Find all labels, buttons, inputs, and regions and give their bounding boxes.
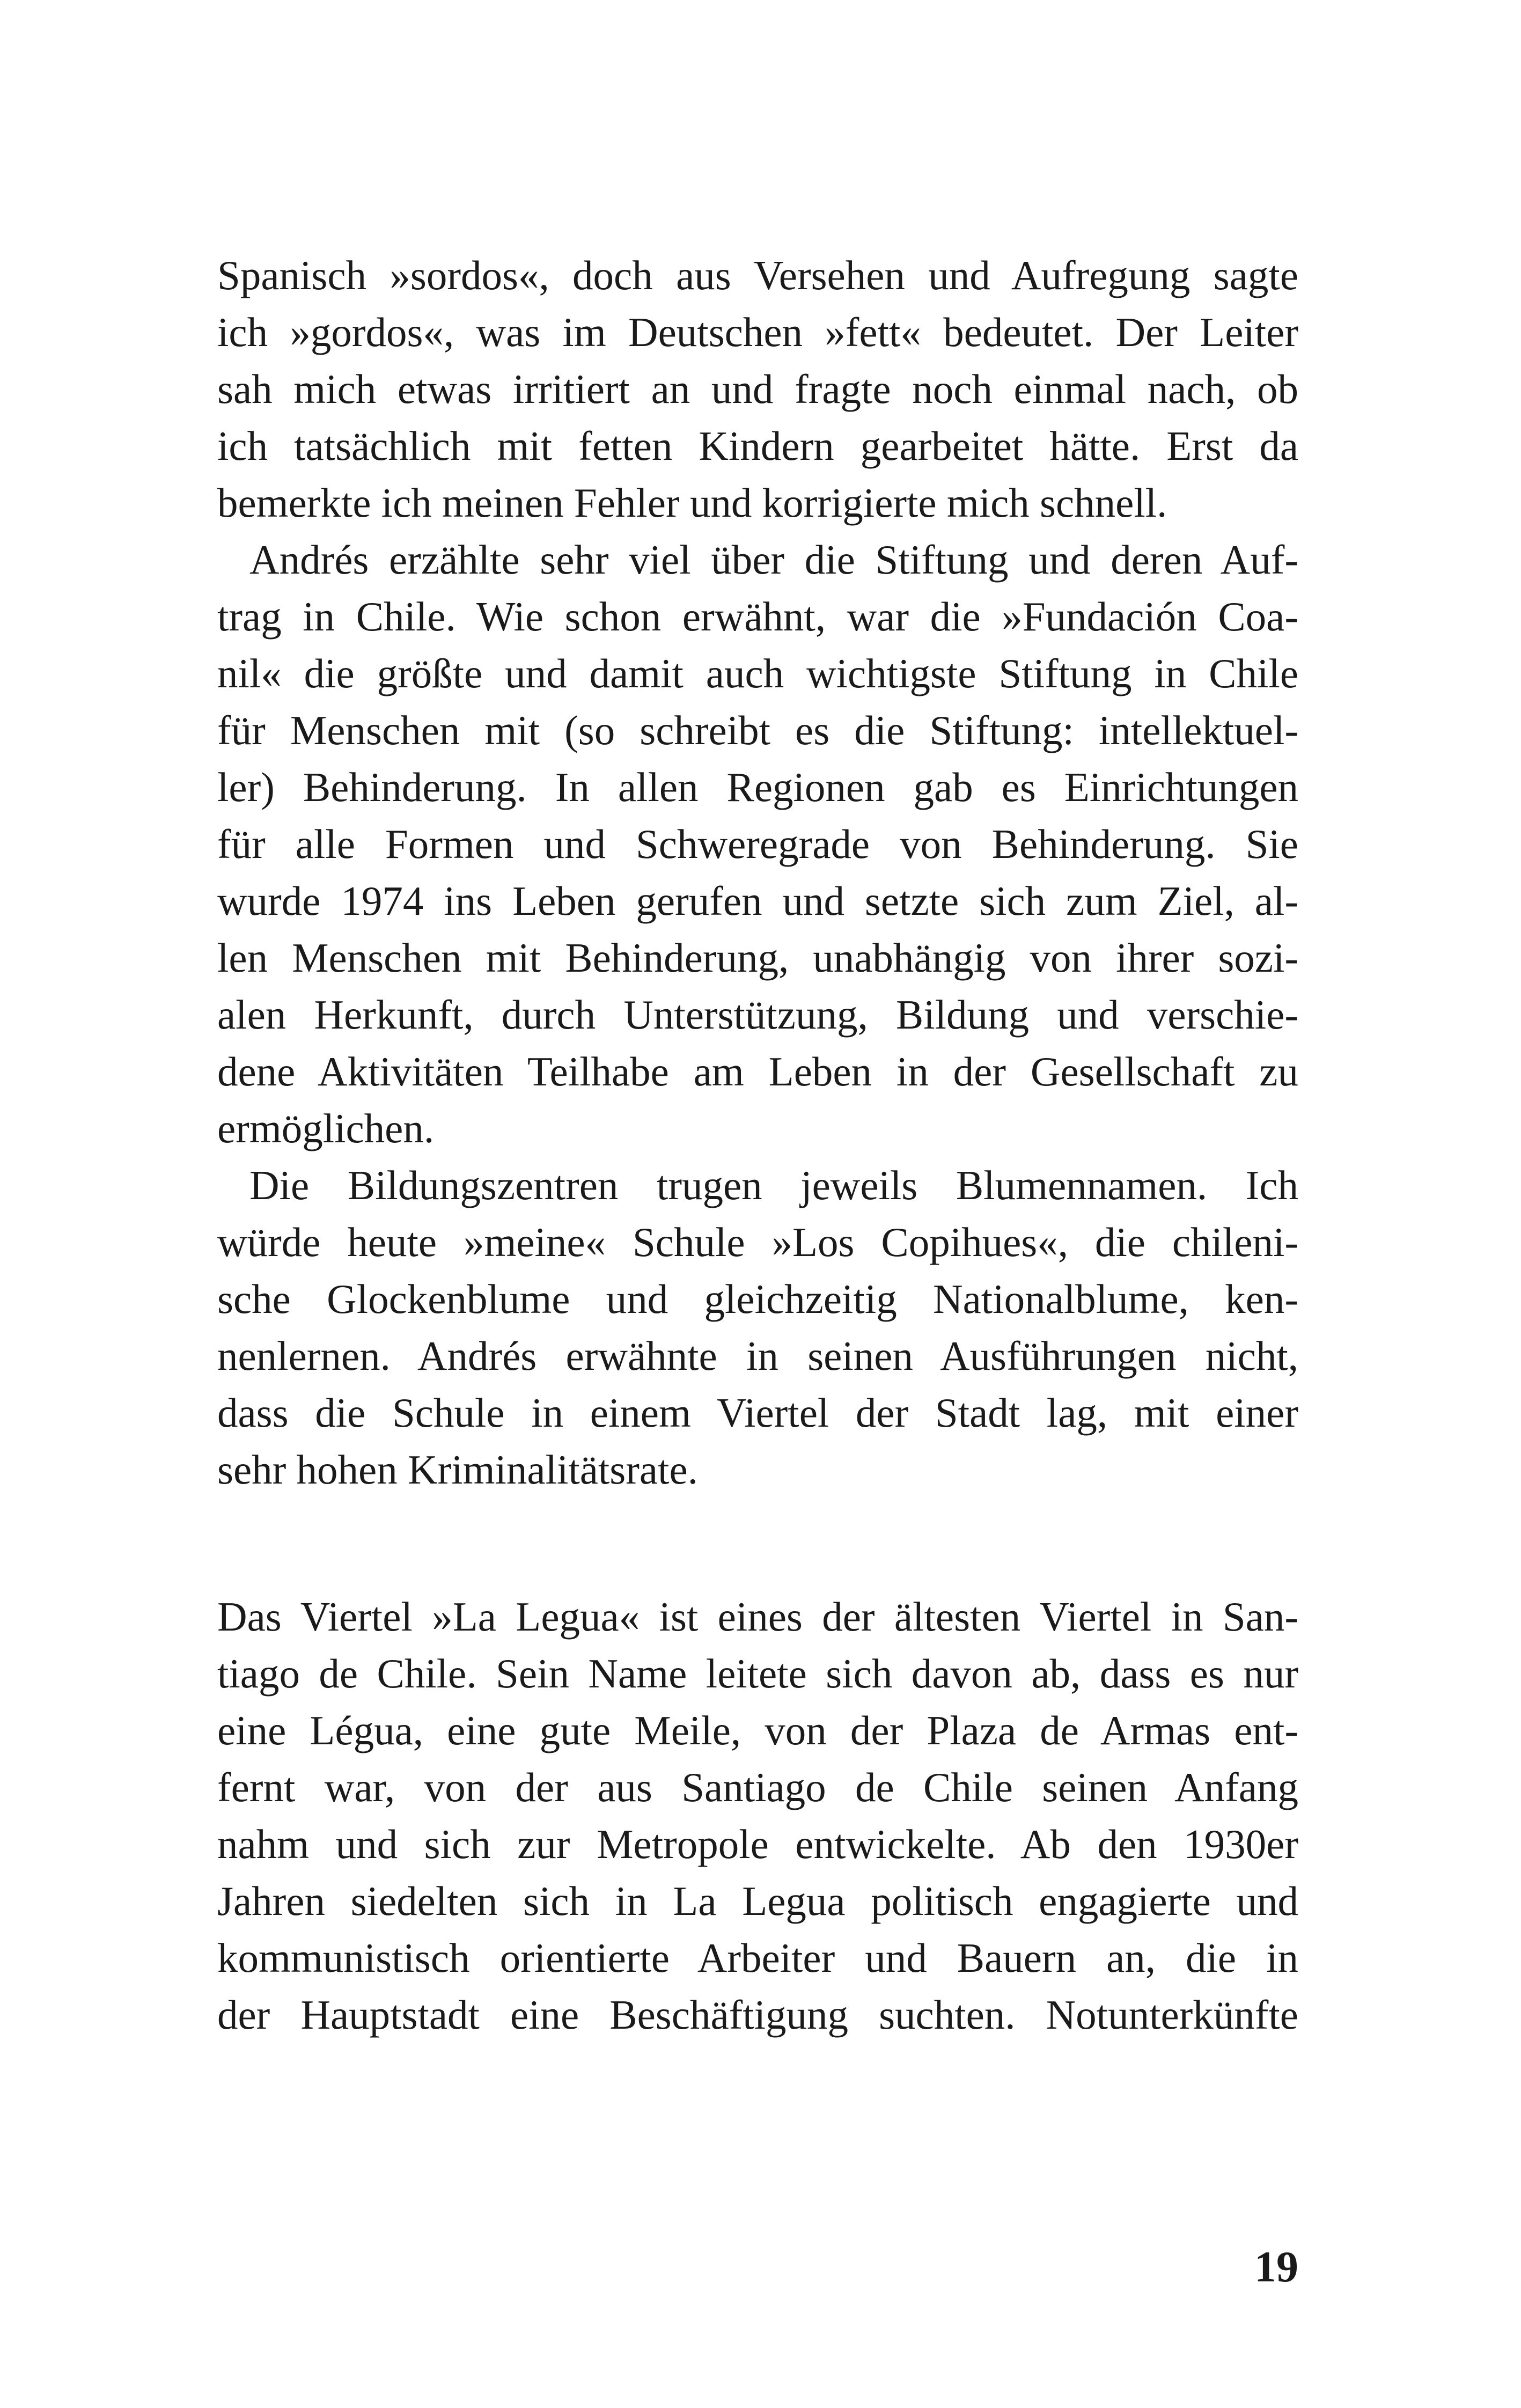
text-line: Spanisch »sordos«, doch aus Versehen und Aufregung sagte (217, 252, 1298, 298)
text-line: wurde 1974 ins Leben gerufen und setzte sich zum Ziel, al- (217, 878, 1298, 924)
text-line: Jahren siedelten sich in La Legua politisch engagierte und (217, 1878, 1298, 1924)
text-line: tiago de Chile. Sein Name leitete sich davon ab, dass es nur (217, 1650, 1298, 1697)
text-line: dene Aktivitäten Teilhabe am Leben in der Gesellschaft zu (217, 1048, 1298, 1095)
paragraph-first-line: Andrés erzählte sehr viel über die Stiftung und deren Auf- (249, 537, 1298, 583)
text-line: für alle Formen und Schweregrade von Behinderung. Sie (217, 821, 1298, 867)
text-line: sche Glockenblume und gleichzeitig Nationalblume, ken- (217, 1276, 1298, 1322)
text-line: der Hauptstadt eine Beschäftigung suchten. Notunterkünfte (217, 1992, 1298, 2038)
text-line: nahm und sich zur Metropole entwickelte. Ab den 1930er (217, 1821, 1298, 1867)
body-text-block-2 (217, 1588, 1298, 2043)
text-line: ich tatsächlich mit fetten Kindern gearbeitet hätte. Erst da (217, 423, 1298, 469)
text-line: eine Légua, eine gute Meile, von der Plaza de Armas ent- (217, 1707, 1298, 1753)
text-line: alen Herkunft, durch Unterstützung, Bildung und verschie- (217, 992, 1298, 1038)
text-line: dass die Schule in einem Viertel der Stadt lag, mit einer (217, 1390, 1298, 1436)
body-text-block-1 (217, 247, 1298, 1498)
page-number: 19 (1254, 2242, 1298, 2291)
text-line: würde heute »meine« Schule »Los Copihues«, die chileni- (217, 1219, 1298, 1265)
text-line: ich »gordos«, was im Deutschen »fett« bedeutet. Der Leiter (217, 309, 1298, 355)
text-line: trag in Chile. Wie schon erwähnt, war die »Fundación Coa- (217, 593, 1298, 640)
text-line: sah mich etwas irritiert an und fragte noch einmal nach, ob (217, 366, 1298, 412)
text-line: nenlernen. Andrés erwähnte in seinen Ausführungen nicht, (217, 1333, 1298, 1379)
text-line: Das Viertel »La Legua« ist eines der ältesten Viertel in San- (217, 1594, 1298, 1640)
text-line: nil« die größte und damit auch wichtigste Stiftung in Chile (217, 650, 1298, 696)
text-line: ler) Behinderung. In allen Regionen gab es Einrichtungen (217, 764, 1298, 810)
text-line: für Menschen mit (so schreibt es die Stiftung: intellektuel- (217, 707, 1298, 753)
text-line: kommunistisch orientierte Arbeiter und Bauern an, die in (217, 1935, 1298, 1981)
text-line: ermöglichen. (217, 1105, 435, 1151)
paragraph-first-line: Die Bildungszentren trugen jeweils Blumennamen. Ich (249, 1162, 1298, 1208)
text-line: fernt war, von der aus Santiago de Chile seinen Anfang (217, 1764, 1298, 1810)
text-line: len Menschen mit Behinderung, unabhängig von ihrer sozi- (217, 935, 1298, 981)
text-line: bemerkte ich meinen Fehler und korrigierte mich schnell. (217, 480, 1167, 526)
text-line: sehr hohen Kriminalitätsrate. (217, 1447, 698, 1493)
